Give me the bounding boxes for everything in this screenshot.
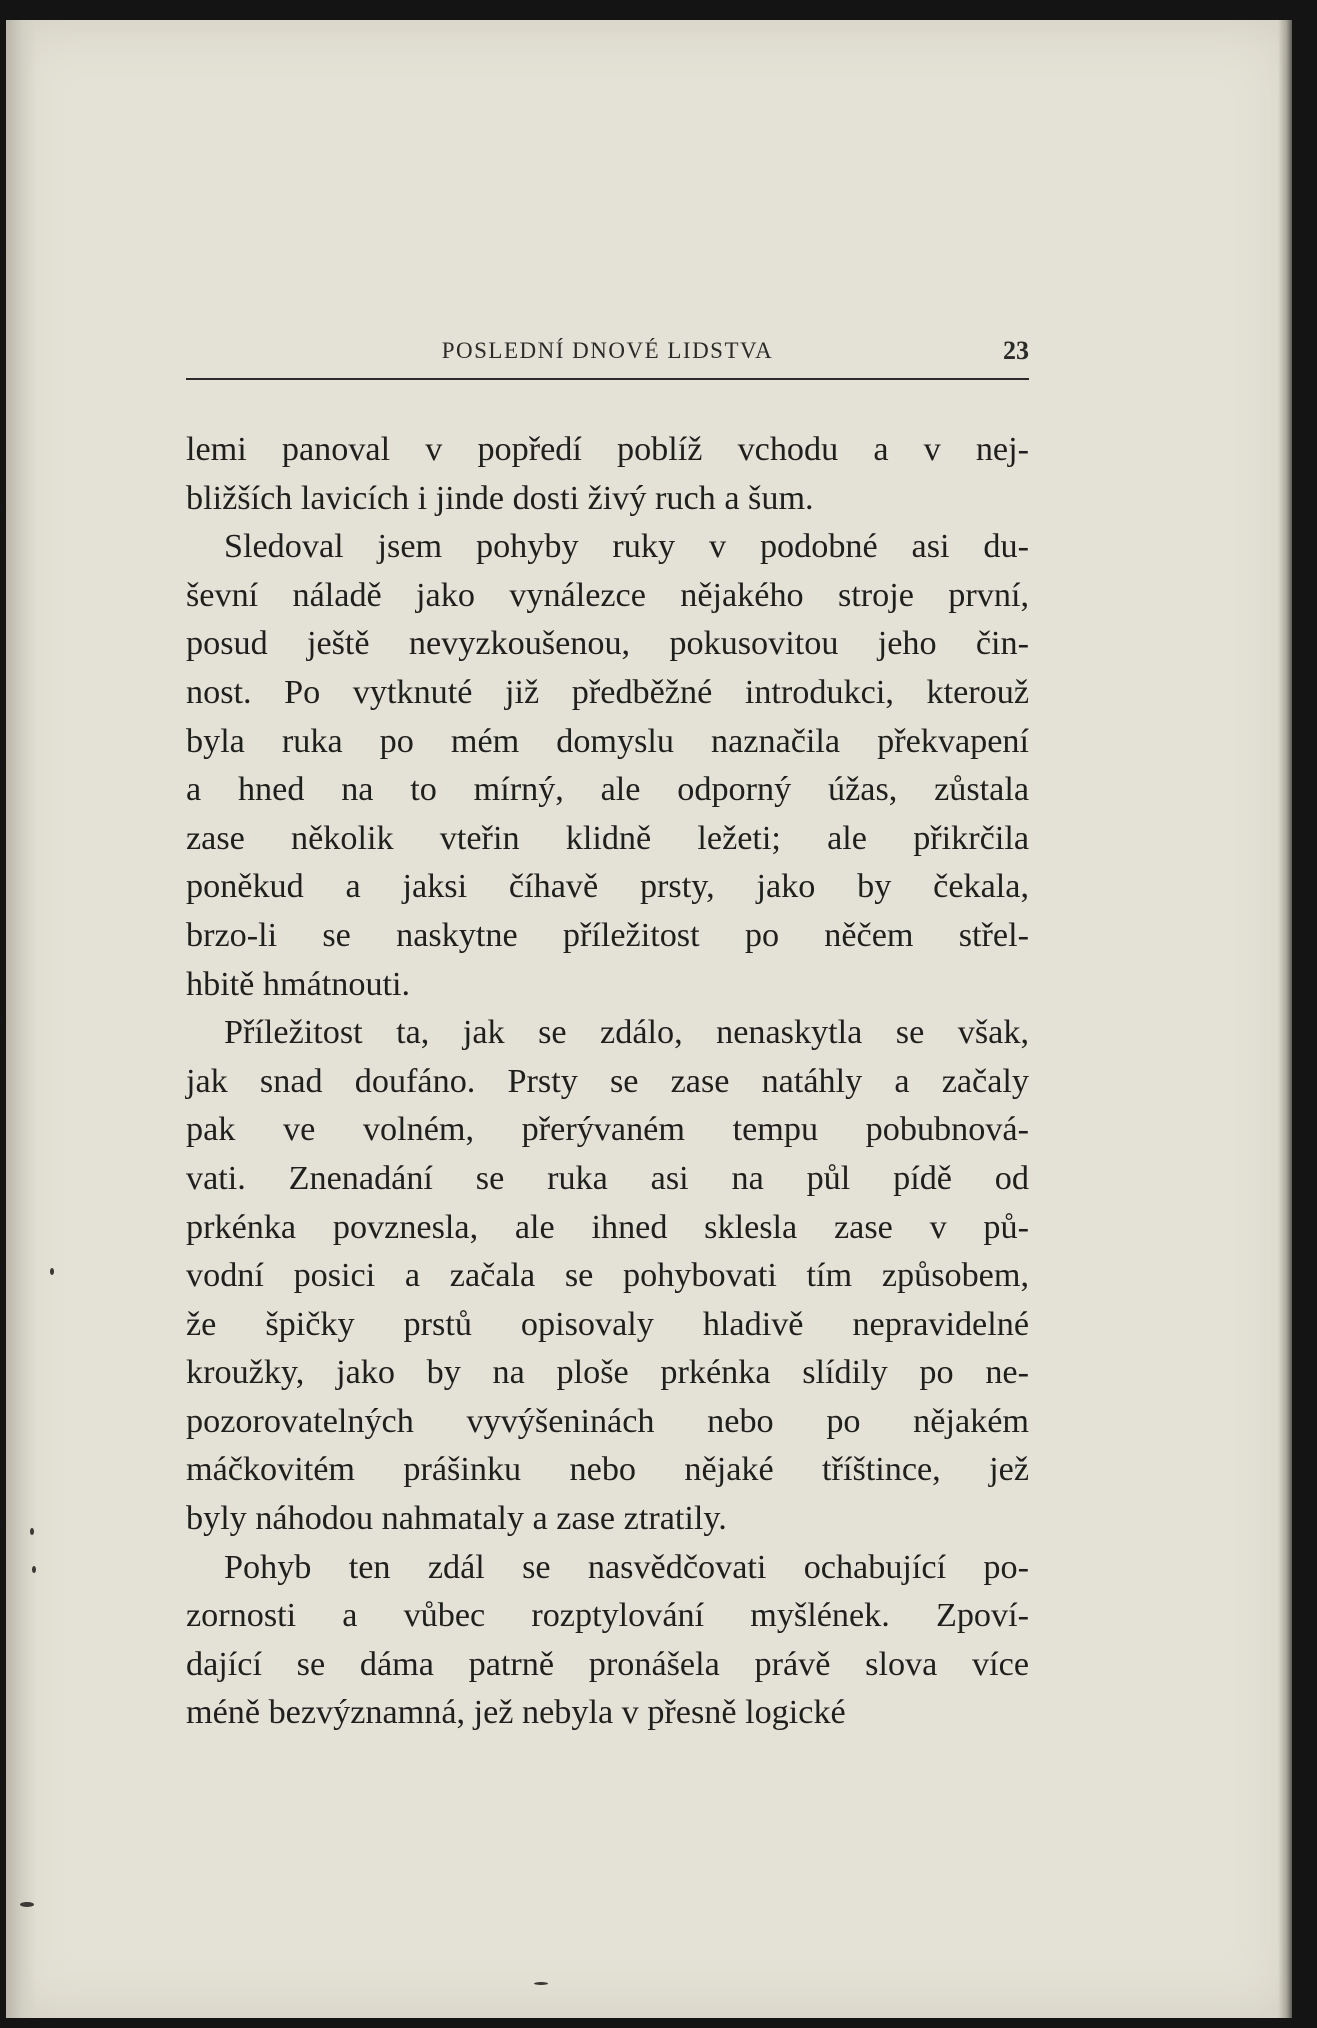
text-line: posud ještě nevyzkoušenou, pokusovitou jeho čin- <box>186 625 1029 663</box>
paragraph <box>186 1009 1029 1544</box>
margin-speck <box>20 1902 34 1907</box>
text-line: pak ve volném, přerývaném tempu pobubnová- <box>186 1111 1029 1149</box>
text-line: zase několik vteřin klidně ležeti; ale přikrčila <box>186 819 1029 857</box>
margin-speck <box>50 1268 54 1275</box>
text-line: méně bezvýznamná, jež nebyla v přesně logické <box>186 1694 846 1732</box>
margin-speck <box>32 1566 36 1573</box>
text-line: brzo-li se naskytne příležitost po něčem střel- <box>186 916 1029 954</box>
page-edge-shadow <box>1278 20 1292 2018</box>
running-head <box>186 334 1029 380</box>
text-line: vodní posici a začala se pohybovati tím způsobem, <box>186 1257 1029 1295</box>
text-line: Příležitost ta, jak se zdálo, nenaskytla se však, <box>224 1014 1029 1052</box>
text-line: hbitě hmátnouti. <box>186 965 411 1003</box>
text-line: byla ruka po mém domyslu naznačila překvapení <box>186 722 1029 760</box>
text-line: ševní náladě jako vynálezce nějakého stroje první, <box>186 576 1029 614</box>
text-line: byly náhodou nahmataly a zase ztratily. <box>186 1500 727 1538</box>
paragraph <box>186 1544 1029 1738</box>
margin-speck <box>534 1982 548 1985</box>
text-line: máčkovitém prášinku nebo nějaké tříštince, jež <box>186 1451 1029 1489</box>
text-line: lemi panoval v popředí poblíž vchodu a v nej- <box>186 431 1029 468</box>
text-line: dající se dáma patrně pronášela právě slova více <box>186 1645 1029 1683</box>
page-number: 23 <box>1003 336 1029 365</box>
text-line: vati. Znenadání se ruka asi na půl pídě od <box>186 1159 1029 1197</box>
paragraph <box>186 523 1029 1009</box>
text-line: a hned na to mírný, ale odporný úžas, zůstala <box>186 771 1029 809</box>
text-line: jak snad doufáno. Prsty se zase natáhly a začaly <box>186 1062 1029 1100</box>
text-line: prkénka povznesla, ale ihned sklesla zase v pů- <box>186 1208 1029 1246</box>
text-line: nost. Po vytknuté již předběžné introdukci, kterouž <box>186 673 1029 711</box>
text-line: Sledoval jsem pohyby ruky v podobné asi du- <box>224 528 1029 566</box>
text-line: pozorovatelných vyvýšeninách nebo po nějakém <box>186 1402 1029 1440</box>
text-line: bližších lavicích i jinde dosti živý ruch a šum. <box>186 479 814 517</box>
text-line: Pohyb ten zdál se nasvědčovati ochabující po- <box>224 1548 1029 1586</box>
body-text <box>186 426 1029 1738</box>
running-head-title: POSLEDNÍ DNOVÉ LIDSTVA <box>441 338 774 363</box>
paragraph <box>186 426 1029 523</box>
text-line: poněkud a jaksi číhavě prsty, jako by čekala, <box>186 868 1029 906</box>
page-binding-shadow <box>6 20 36 2018</box>
margin-speck <box>30 1528 34 1535</box>
text-line: že špičky prstů opisovaly hladivě nepravidelné <box>186 1305 1029 1343</box>
text-line: kroužky, jako by na ploše prkénka slídily po ne- <box>186 1354 1029 1392</box>
text-line: zornosti a vůbec rozptylování myšlének. Zpoví- <box>186 1597 1029 1635</box>
